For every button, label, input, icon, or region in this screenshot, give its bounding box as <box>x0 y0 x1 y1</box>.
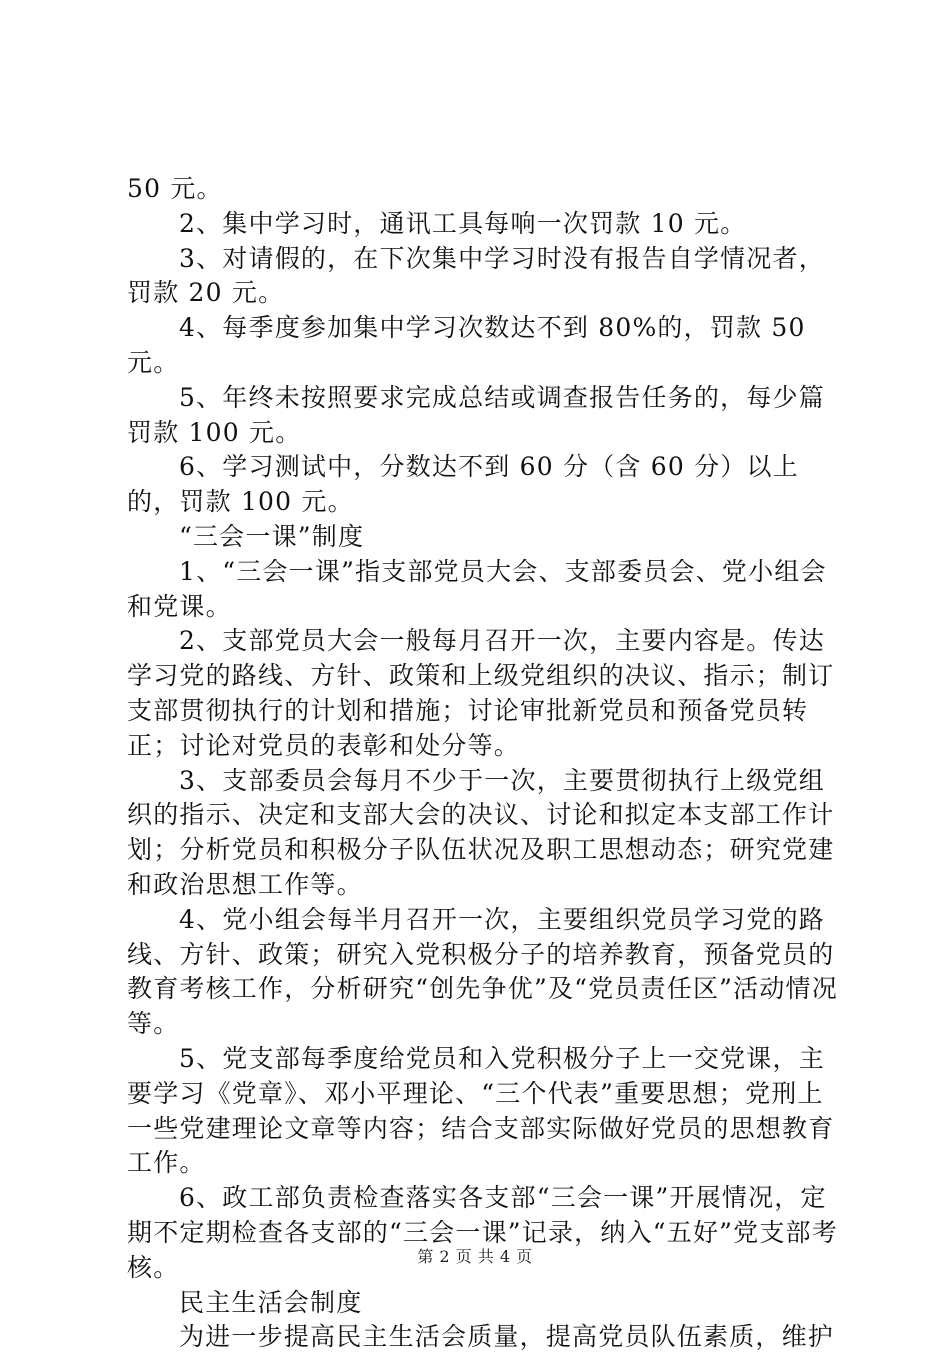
paragraph-6: 6、学习测试中，分数达不到 60 分（含 60 分）以上的，罚款 100 元。 <box>127 452 799 517</box>
paragraph-4: 4、每季度参加集中学习次数达不到 80%的，罚款 50 元。 <box>127 313 806 377</box>
section-heading-democratic-life: 民主生活会制度 <box>179 1287 363 1317</box>
paragraph-1: 50 元。 <box>127 174 223 203</box>
paragraph-12: 5、党支部每季度给党员和入党积极分子上一交党课，主要学习《党章》、邓小平理论、“三个代表”重要思想；党刑上一些党建理论文章等内容；结合支部实际做好党员的思想教育工作。 <box>127 1043 835 1178</box>
paragraph-10: 3、支部委员会每月不少于一次，主要贯彻执行上级党组织的指示、决定和支部大会的决议、讨论和拟定本支部工作计划；分析党员和积极分子队伍状况及职工思想动态；研究党建和政治思想工作等。 <box>127 765 835 899</box>
paragraph-11: 4、党小组会每半月召开一次，主要组织党员学习党的路线、方针、政策；研究入党积极分子的培养教育，预备党员的教育考核工作，分析研究“创先争优”及“党员责任区”活动情况等。 <box>127 904 838 1039</box>
section-heading-three-meetings: “三会一课”制度 <box>179 521 365 551</box>
paragraph-2: 2、集中学习时，通讯工具每响一次罚款 10 元。 <box>179 208 747 238</box>
paragraph-13: 6、政工部负责检查落实各支部“三会一课”开展情况，定期不定期检查各支部的“三会一课”记录，纳入“五好”党支部考核。 <box>127 1183 838 1282</box>
page-footer: 第 2 页 共 4 页 <box>417 1247 533 1266</box>
document-body <box>127 172 847 1355</box>
paragraph-3: 3、对请假的，在下次集中学习时没有报告自学情况者，罚款 20 元。 <box>127 243 825 308</box>
paragraph-8: 1、“三会一课”指支部党员大会、支部委员会、党小组会和党课。 <box>127 556 827 621</box>
paragraph-15: 为进一步提高民主生活会质量，提高党员队伍素质，维护 <box>179 1322 835 1352</box>
paragraph-5: 5、年终未按照要求完成总结或调查报告任务的，每少篇罚款 100 元。 <box>127 382 825 447</box>
paragraph-9: 2、支部党员大会一般每月召开一次，主要内容是。传达学习党的路线、方针、政策和上级党组织的决议、指示；制订支部贯彻执行的计划和措施；讨论审批新党员和预备党员转正；讨论对党员的表彰和处分等。 <box>127 626 835 760</box>
